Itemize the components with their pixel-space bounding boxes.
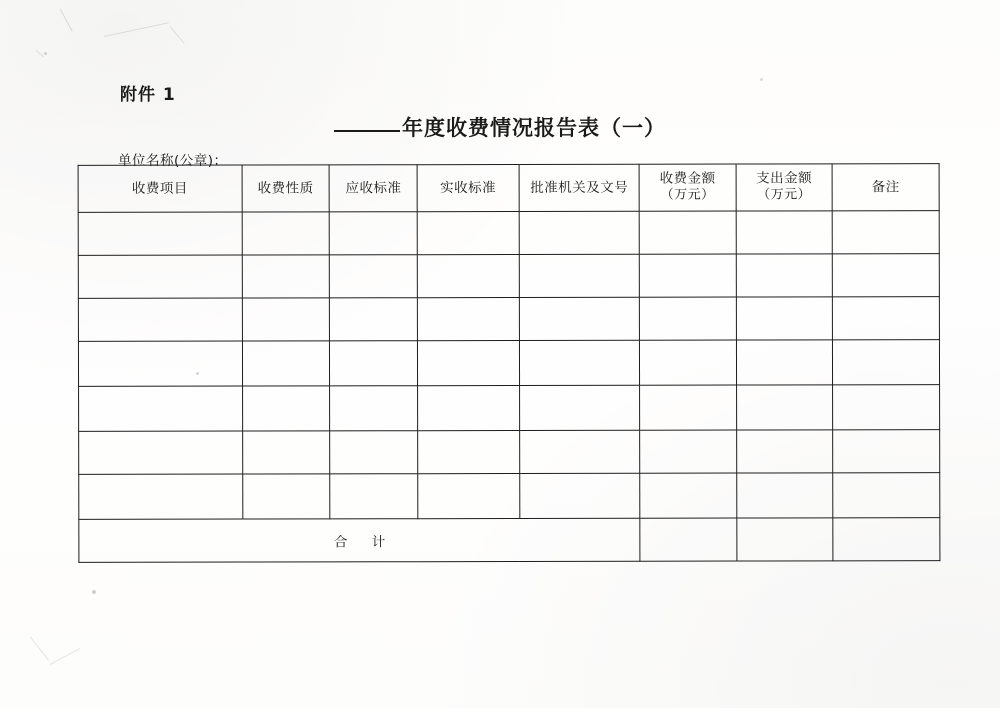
cell-approval-authority[interactable] — [519, 297, 640, 340]
cell-actual-standard[interactable] — [418, 297, 520, 340]
cell-actual-standard[interactable] — [418, 385, 520, 430]
column-header-line1: 备注 — [871, 178, 900, 195]
cell-fee-amount[interactable] — [640, 211, 737, 254]
total-fee-amount[interactable] — [640, 518, 737, 561]
cell-remarks[interactable] — [832, 254, 939, 297]
column-header-remarks — [832, 164, 939, 211]
cell-expense-amount[interactable] — [736, 297, 833, 340]
scan-artifact-stroke — [104, 22, 169, 37]
cell-approval-authority[interactable] — [519, 340, 640, 385]
title-blank-underline — [334, 130, 400, 132]
total-expense-amount[interactable] — [737, 518, 834, 561]
column-header-fee-nature — [242, 165, 330, 212]
cell-fee-amount[interactable] — [640, 473, 737, 518]
table-row — [79, 473, 940, 520]
scan-artifact-stroke — [170, 26, 185, 43]
column-header-fee-item — [78, 165, 242, 212]
cell-fee-item[interactable] — [78, 255, 242, 298]
table-row — [79, 385, 940, 432]
report-table — [78, 163, 941, 563]
scan-artifact-speck — [92, 590, 96, 594]
cell-fee-nature[interactable] — [242, 255, 330, 298]
unit-name-label: 单位名称(公章)： — [118, 153, 228, 169]
table-row — [78, 297, 939, 342]
cell-approval-authority[interactable] — [519, 211, 640, 254]
column-header-line1: 批准机关及文号 — [530, 179, 629, 196]
cell-fee-amount[interactable] — [640, 340, 737, 385]
cell-receivable-standard[interactable] — [330, 212, 418, 255]
scan-artifact-speck — [44, 52, 47, 55]
cell-approval-authority[interactable] — [520, 473, 641, 518]
table-row — [79, 430, 940, 475]
cell-remarks[interactable] — [833, 340, 940, 385]
cell-fee-nature[interactable] — [242, 341, 330, 386]
scan-artifact-stroke — [30, 636, 49, 660]
attachment-label: 附件 1 — [120, 85, 176, 105]
cell-fee-nature[interactable] — [242, 474, 330, 519]
column-header-line1: 收费金额 — [659, 171, 716, 188]
table-row — [78, 340, 939, 387]
cell-remarks[interactable] — [833, 473, 940, 518]
cell-fee-item[interactable] — [79, 474, 243, 519]
scan-artifact-stroke — [60, 8, 73, 31]
cell-fee-nature[interactable] — [242, 431, 330, 474]
cell-fee-amount[interactable] — [640, 297, 737, 340]
cell-expense-amount[interactable] — [736, 340, 833, 385]
cell-approval-authority[interactable] — [519, 254, 640, 297]
page-title-text: 年度收费情况报告表（一） — [402, 116, 666, 140]
cell-fee-item[interactable] — [78, 298, 242, 341]
cell-actual-standard[interactable] — [418, 340, 520, 385]
cell-expense-amount[interactable] — [736, 473, 833, 518]
scan-artifact-speck — [760, 78, 763, 81]
cell-receivable-standard[interactable] — [330, 431, 418, 474]
cell-fee-item[interactable] — [79, 386, 243, 431]
cell-fee-nature[interactable] — [242, 386, 330, 431]
cell-receivable-standard[interactable] — [330, 255, 418, 298]
cell-approval-authority[interactable] — [519, 385, 640, 430]
cell-fee-amount[interactable] — [640, 385, 737, 430]
report-table-container — [78, 163, 941, 563]
table-total-row — [79, 518, 940, 563]
column-header-line1: 实收标准 — [440, 179, 497, 196]
cell-actual-standard[interactable] — [417, 211, 519, 254]
column-header-line1: 支出金额 — [756, 170, 813, 187]
cell-expense-amount[interactable] — [736, 385, 833, 430]
cell-actual-standard[interactable] — [418, 430, 520, 473]
cell-expense-amount[interactable] — [736, 254, 833, 297]
cell-remarks[interactable] — [833, 385, 940, 430]
column-header-line2: （万元） — [660, 187, 715, 203]
cell-fee-item[interactable] — [78, 212, 242, 255]
column-header-line1: 应收标准 — [345, 179, 402, 196]
cell-remarks[interactable] — [833, 297, 940, 340]
cell-expense-amount[interactable] — [736, 430, 833, 473]
cell-fee-nature[interactable] — [242, 298, 330, 341]
cell-expense-amount[interactable] — [736, 211, 833, 254]
page-title — [0, 112, 1000, 142]
column-header-line2: （万元） — [757, 187, 812, 203]
table-row — [78, 211, 939, 256]
cell-fee-amount[interactable] — [640, 254, 737, 297]
cell-fee-amount[interactable] — [640, 430, 737, 473]
cell-receivable-standard[interactable] — [330, 386, 418, 431]
column-header-actual-standard — [417, 164, 519, 211]
cell-remarks[interactable] — [833, 430, 940, 473]
cell-receivable-standard[interactable] — [330, 341, 418, 386]
scan-artifact-stroke — [50, 648, 80, 665]
table-row — [78, 254, 939, 299]
table-header-row — [78, 164, 939, 213]
column-header-approval-authority — [519, 164, 640, 211]
column-header-line1: 收费性质 — [257, 179, 314, 197]
column-header-receivable-standard — [329, 165, 417, 212]
cell-fee-item[interactable] — [78, 341, 242, 386]
cell-actual-standard[interactable] — [417, 254, 519, 297]
column-header-line1: 收费项目 — [131, 180, 188, 197]
cell-fee-item[interactable] — [79, 431, 243, 474]
cell-remarks[interactable] — [832, 211, 939, 254]
total-label: 合 计 — [79, 518, 640, 562]
cell-approval-authority[interactable] — [519, 430, 640, 473]
column-header-fee-amount — [639, 164, 736, 211]
total-remarks[interactable] — [833, 518, 940, 561]
cell-receivable-standard[interactable] — [330, 474, 418, 519]
cell-actual-standard[interactable] — [418, 473, 520, 518]
cell-receivable-standard[interactable] — [330, 298, 418, 341]
column-header-expense-amount — [736, 164, 833, 211]
scan-artifact-stroke — [36, 50, 44, 57]
cell-fee-nature[interactable] — [242, 212, 330, 255]
